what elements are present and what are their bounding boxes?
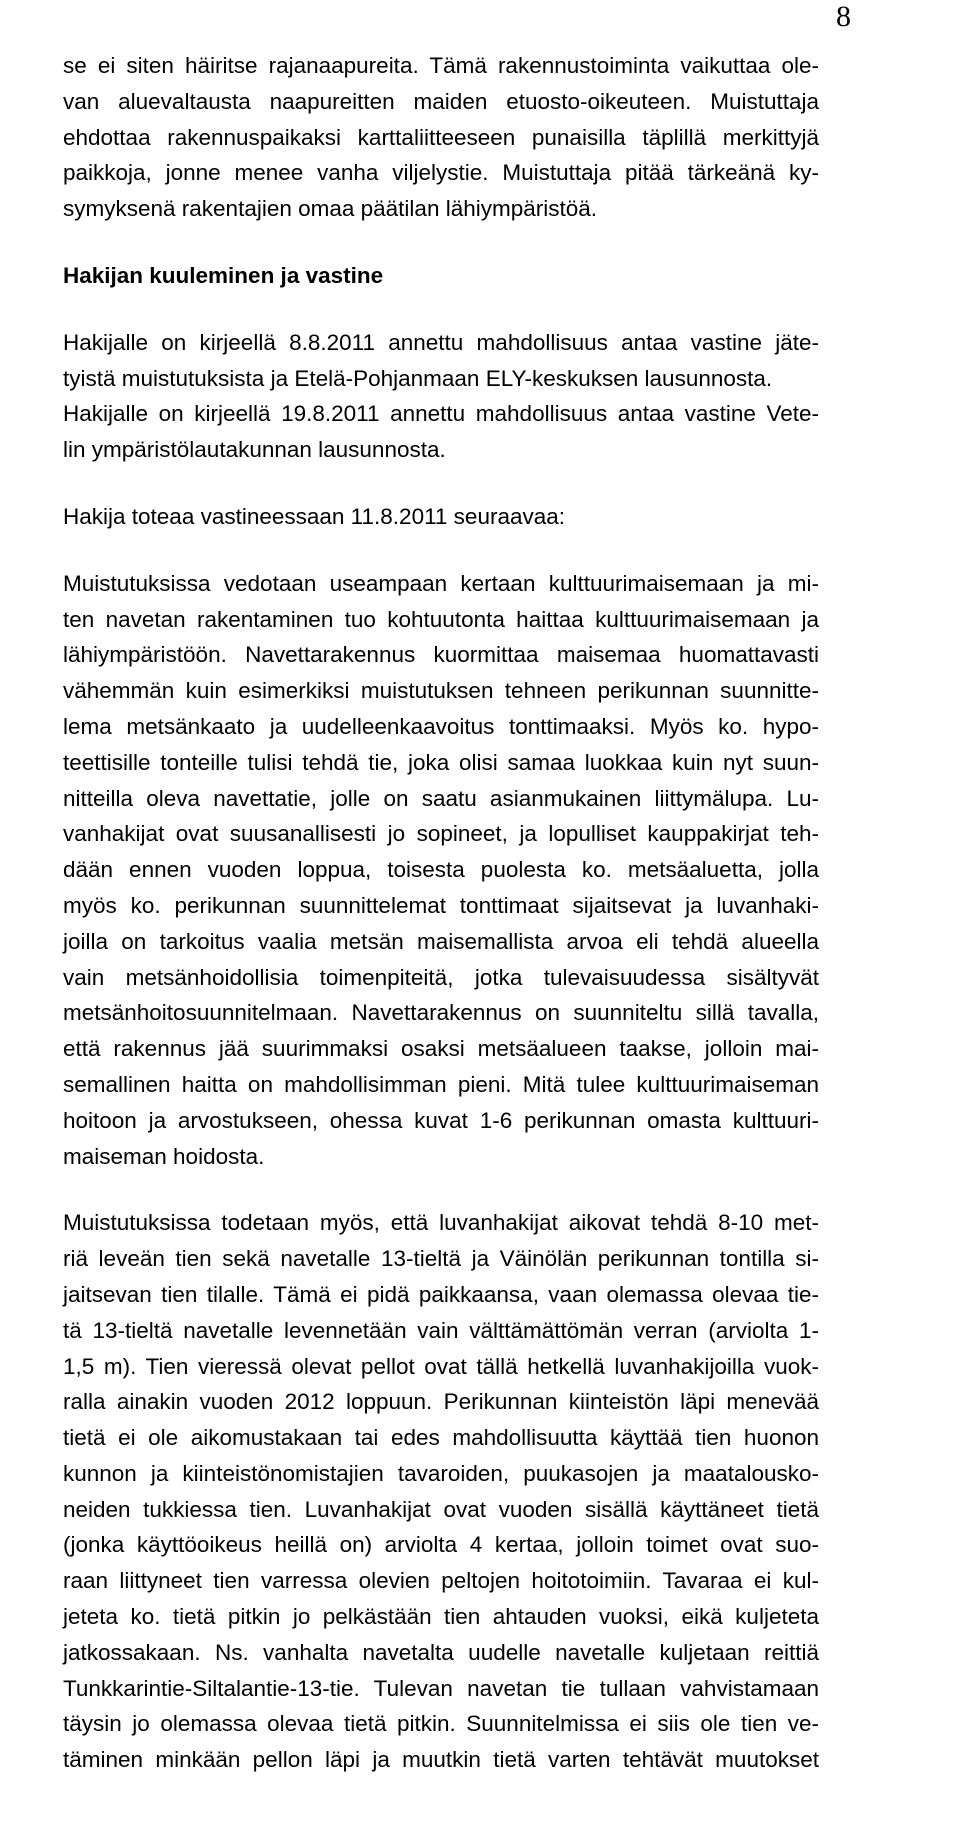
text-line: vain metsänhoidollisia toimenpiteitä, jotka tulevaisuudessa sisältyvät — [63, 964, 819, 990]
text-line: nitteilla oleva navettatie, jolle on saatu asianmukainen liittymälupa. Lu- — [63, 785, 819, 811]
text-line: tietä ei ole aikomustakaan tai edes mahdollisuutta käyttää tien huonon — [63, 1425, 819, 1451]
text-line: kunnon ja kiinteistönomistajien tavaroiden, puukasojen ja maatalousko- — [63, 1460, 819, 1486]
text-line: että rakennus jää suurimmaksi osaksi metsäalueen taakse, jolloin mai- — [63, 1036, 819, 1062]
text-line: täminen minkään pellon läpi ja muutkin tietä varten tehtävät muutokset — [63, 1747, 819, 1773]
paragraph-5 — [63, 1205, 819, 1778]
paragraph-1 — [63, 48, 819, 227]
text-line: ten navetan rakentaminen tuo kohtuutonta haittaa kulttuurimaisemaan ja — [63, 606, 819, 632]
text-line: joilla on tarkoitus vaalia metsän maisemallista arvoa eli tehdä alueella — [63, 928, 819, 954]
text-line: lin ympäristölautakunnan lausunnosta. — [63, 437, 446, 463]
text-line: lema metsänkaato ja uudelleenkaavoitus tonttimaaksi. Myös ko. hypo- — [63, 713, 819, 739]
text-line: riä leveän tien sekä navetalle 13-tieltä ja Väinölän perikunnan tontilla si- — [63, 1246, 819, 1272]
document-body — [63, 48, 819, 1778]
text-line: lähiympäristöön. Navettarakennus kuormittaa maisemaa huomattavasti — [63, 642, 819, 668]
text-line: semallinen haitta on mahdollisimman pieni. Mitä tulee kulttuurimaiseman — [63, 1071, 819, 1097]
text-line: dään ennen vuoden loppua, toisesta puolesta ko. metsäaluetta, jolla — [63, 857, 819, 883]
text-line: jatkossakaan. Ns. vanhalta navetalta uudelle navetalle kuljetaan reittiä — [63, 1639, 819, 1665]
text-line: vähemmän kuin esimerkiksi muistutuksen tehneen perikunnan suunnitte- — [63, 678, 819, 704]
text-line: jaitsevan tien tilalle. Tämä ei pidä paikkaansa, vaan olemassa olevaa tie- — [63, 1281, 819, 1307]
text-line: täysin jo olemassa olevaa tietä pitkin. Suunnitelmissa ei siis ole tien ve- — [63, 1711, 819, 1737]
text-line: raan liittyneet tien varressa olevien peltojen hoitotoimiin. Tavaraa ei kul- — [63, 1568, 819, 1594]
text-line: ralla ainakin vuoden 2012 loppuun. Perikunnan kiinteistön läpi menevää — [63, 1389, 819, 1415]
text-line: paikkoja, jonne menee vanha viljelystie. Muistuttaja pitää tärkeänä ky- — [63, 160, 819, 186]
text-line: 1,5 m). Tien vieressä olevat pellot ovat tällä hetkellä luvanhakijoilla vuok- — [63, 1353, 819, 1379]
text-line: Muistutuksissa todetaan myös, että luvanhakijat aikovat tehdä 8-10 met- — [63, 1210, 819, 1236]
text-line: Hakijalle on kirjeellä 8.8.2011 annettu mahdollisuus antaa vastine jäte- — [63, 329, 819, 355]
text-line: maiseman hoidosta. — [63, 1143, 265, 1169]
text-line: vanhakijat ovat suusanallisesti jo sopineet, ja lopulliset kauppakirjat teh- — [63, 821, 819, 847]
text-line: se ei siten häiritse rajanaapureita. Tämä rakennustoiminta vaikuttaa ole- — [63, 53, 819, 78]
section-heading: Hakijan kuuleminen ja vastine — [63, 262, 384, 288]
text-line: teettisille tonteille tulisi tehdä tie, joka olisi samaa luokkaa kuin nyt suun- — [63, 749, 819, 775]
text-line: neiden tukkiessa tien. Luvanhakijat ovat vuoden sisällä käyttäneet tietä — [63, 1496, 819, 1522]
text-line: symyksenä rakentajien omaa päätilan lähiympäristöä. — [63, 196, 598, 222]
text-line: Hakijalle on kirjeellä 19.8.2011 annettu mahdollisuus antaa vastine Vete- — [63, 401, 819, 427]
text-line: hoitoon ja arvostukseen, ohessa kuvat 1-6 perikunnan omasta kulttuuri- — [63, 1107, 819, 1133]
page-number: 8 — [836, 0, 851, 33]
text-line: Muistutuksissa vedotaan useampaan kertaan kulttuurimaisemaan ja mi- — [63, 570, 819, 596]
text-line: metsänhoitosuunnitelmaan. Navettarakennus on suunniteltu sillä tavalla, — [63, 1000, 819, 1026]
text-line: tä 13-tieltä navetalle levennetään vain välttämättömän verran (arviolta 1- — [63, 1317, 819, 1343]
text-line: myös ko. perikunnan suunnittelemat tonttimaat sijaitsevat ja luvanhaki- — [63, 892, 819, 918]
text-line: van aluevaltausta naapureitten maiden etuosto-oikeuteen. Muistuttaja — [63, 88, 819, 114]
text-line: jeteta ko. tietä pitkin jo pelkästään tien ahtauden vuoksi, eikä kuljeteta — [63, 1604, 819, 1630]
text-line: (jonka käyttöoikeus heillä on) arviolta 4 kertaa, jolloin toimet ovat suo- — [63, 1532, 819, 1558]
paragraph-2 — [63, 325, 819, 468]
paragraph-4 — [63, 566, 819, 1175]
text-line: Tunkkarintie-Siltalantie-13-tie. Tulevan navetan tie tullaan vahvistamaan — [63, 1675, 819, 1701]
text-line: ehdottaa rakennuspaikaksi karttaliitteeseen punaisilla täplillä merkittyjä — [63, 124, 819, 150]
text-line: Hakija toteaa vastineessaan 11.8.2011 seuraavaa: — [63, 503, 566, 529]
paragraph-3 — [63, 499, 819, 535]
text-line: tyistä muistutuksista ja Etelä-Pohjanmaan ELY-keskuksen lausunnosta. — [63, 365, 773, 391]
